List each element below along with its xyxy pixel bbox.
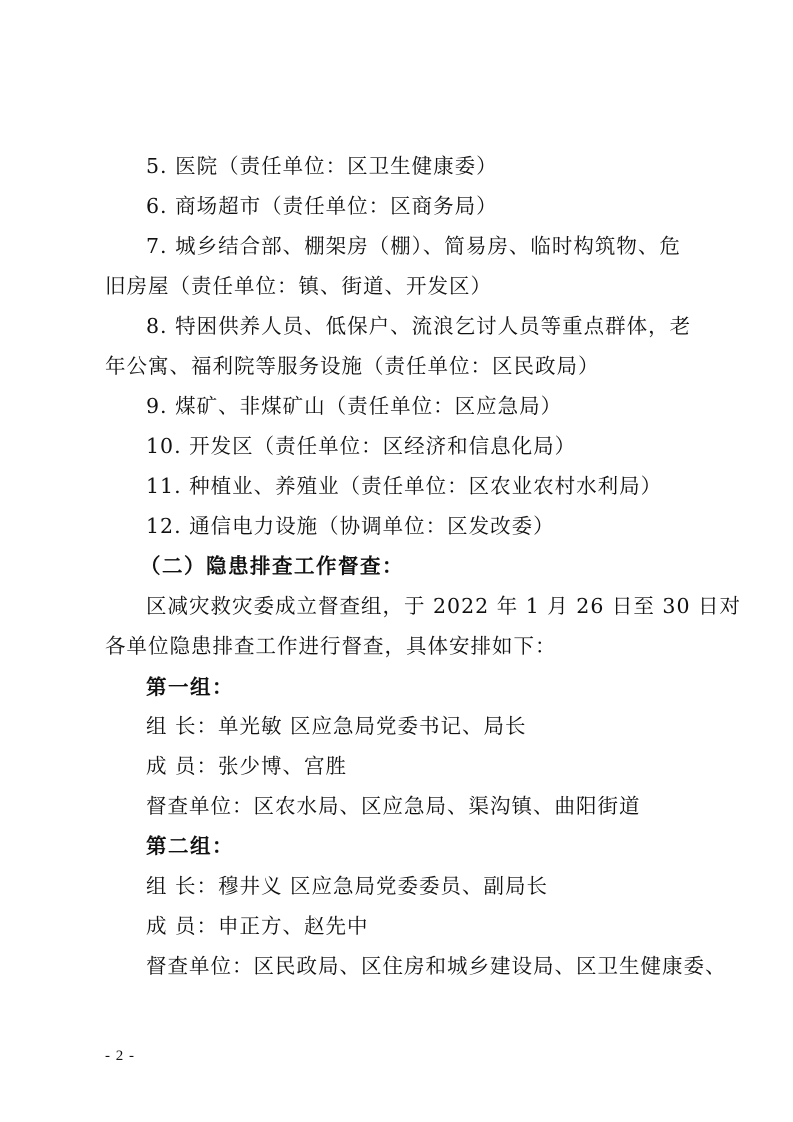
section-heading-inspection: （二）隐患排查工作督查： bbox=[140, 554, 404, 578]
item-11-agriculture: 11. 种植业、养殖业（责任单位：区农业农村水利局） bbox=[146, 474, 663, 498]
item-8-line-1: 8. 特困供养人员、低保户、流浪乞讨人员等重点群体，老 bbox=[146, 314, 692, 338]
item-12-communication-power: 12. 通信电力设施（协调单位：区发改委） bbox=[146, 514, 555, 538]
group-one-leader: 组 长：单光敏 区应急局党委书记、局长 bbox=[146, 714, 527, 738]
item-5-hospital: 5. 医院（责任单位：区卫生健康委） bbox=[146, 154, 498, 178]
item-7-line-2: 旧房屋（责任单位：镇、街道、开发区） bbox=[105, 274, 492, 298]
group-one-units: 督查单位：区农水局、区应急局、渠沟镇、曲阳街道 bbox=[146, 794, 641, 818]
inspection-paragraph-line-1: 区减灾救灾委成立督查组，于 2022 年 1 月 26 日至 30 日对 bbox=[146, 594, 742, 618]
page-number: - 2 - bbox=[105, 1048, 135, 1064]
group-two-units: 督查单位：区民政局、区住房和城乡建设局、区卫生健康委、 bbox=[146, 954, 727, 978]
group-two-leader: 组 长：穆井义 区应急局党委委员、副局长 bbox=[146, 874, 549, 898]
group-two-members: 成 员：申正方、赵先中 bbox=[146, 914, 369, 938]
inspection-paragraph-line-2: 各单位隐患排查工作进行督查，具体安排如下： bbox=[105, 634, 557, 658]
item-10-development-zone: 10. 开发区（责任单位：区经济和信息化局） bbox=[146, 434, 577, 458]
group-two-heading: 第二组： bbox=[146, 834, 234, 858]
item-8-line-2: 年公寓、福利院等服务设施（责任单位：区民政局） bbox=[105, 354, 600, 378]
group-one-members: 成 员：张少博、宫胜 bbox=[146, 754, 348, 778]
item-9-mines: 9. 煤矿、非煤矿山（责任单位：区应急局） bbox=[146, 394, 563, 418]
group-one-heading: 第一组： bbox=[146, 675, 234, 699]
item-6-mall: 6. 商场超市（责任单位：区商务局） bbox=[146, 194, 498, 218]
item-7-line-1: 7. 城乡结合部、棚架房（棚）、简易房、临时构筑物、危 bbox=[146, 234, 681, 258]
